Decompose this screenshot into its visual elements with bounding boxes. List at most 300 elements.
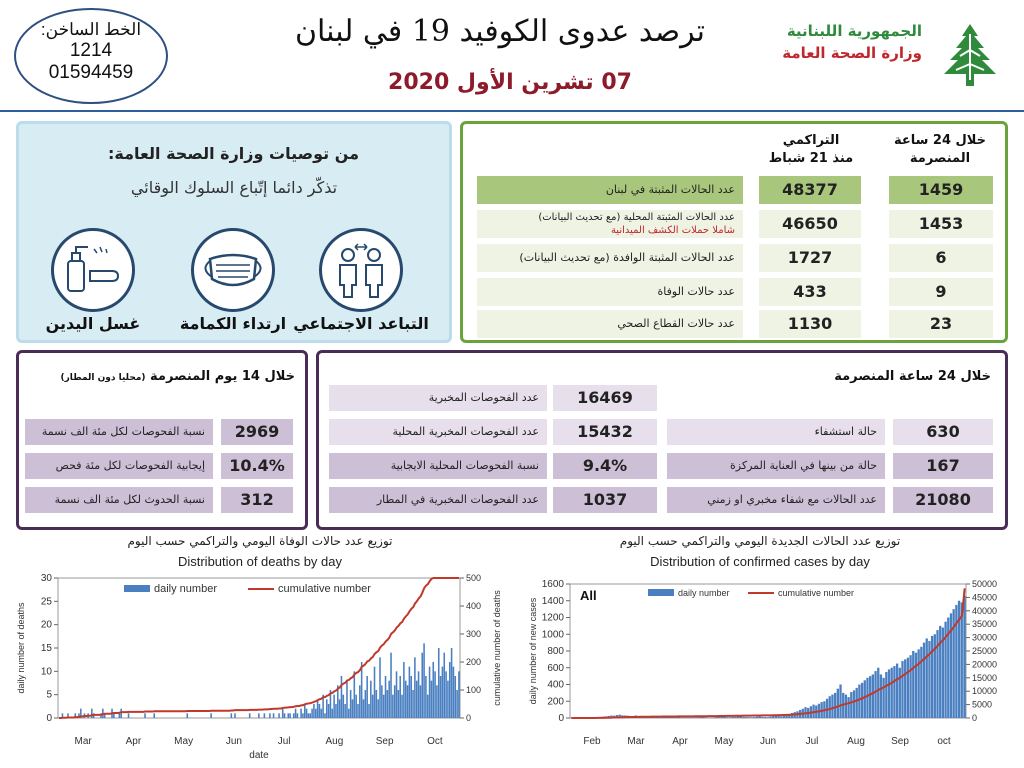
daily-bar xyxy=(311,709,313,718)
daily-bar xyxy=(963,596,965,718)
stats-row-label: عدد الحالات المثبتة الوافدة (مع تحديث البيانات) xyxy=(477,244,743,272)
care-row-label: حالة استشفاء xyxy=(667,419,885,445)
daily-bar xyxy=(425,676,427,718)
daily-bar xyxy=(409,667,411,718)
x-month-label: May xyxy=(174,736,194,747)
col-header-cumulative-line2: منذ 21 شباط xyxy=(768,151,854,166)
stats-row-cumulative: 1727 xyxy=(759,244,861,272)
x-month-label: Jun xyxy=(759,736,777,747)
daily-bar xyxy=(308,713,310,718)
daily-bar xyxy=(403,662,405,718)
daily-bar xyxy=(341,676,343,718)
daily-bar xyxy=(295,709,297,718)
daily-bar xyxy=(759,716,761,718)
y2-tick-label: 200 xyxy=(466,657,482,667)
daily-bar xyxy=(861,683,863,718)
daily-bar xyxy=(440,676,442,718)
panel-14-row-value: 2969 xyxy=(221,419,293,445)
daily-bar xyxy=(438,648,440,718)
daily-bar xyxy=(407,685,409,718)
daily-bar xyxy=(729,717,731,718)
y-tick-label: 25 xyxy=(40,596,52,608)
daily-bar xyxy=(210,713,212,718)
daily-bar xyxy=(427,695,429,718)
daily-bar xyxy=(453,667,455,718)
cases-chart xyxy=(512,570,1024,768)
hotline-badge xyxy=(14,8,168,104)
care-row-label: حالة من بينها في العناية المركزة xyxy=(667,453,885,479)
daily-bar xyxy=(732,717,734,718)
stats-row-24h: 9 xyxy=(889,278,993,306)
daily-bar xyxy=(667,718,669,719)
daily-bar xyxy=(834,693,836,718)
y2-tick-label: 100 xyxy=(466,685,482,695)
daily-bar xyxy=(365,690,367,718)
daily-bar xyxy=(769,717,771,718)
y2-tick-label: 10000 xyxy=(972,686,998,697)
daily-bar xyxy=(777,716,779,718)
daily-bar xyxy=(853,690,855,718)
daily-bar xyxy=(396,671,398,718)
x-month-label: Oct xyxy=(427,736,443,747)
daily-bar xyxy=(831,695,833,718)
daily-bar xyxy=(748,717,750,718)
daily-bar xyxy=(368,704,370,718)
daily-bar xyxy=(839,685,841,719)
daily-bar xyxy=(388,681,390,718)
x-month-label: Jul xyxy=(277,736,291,747)
daily-bar xyxy=(324,713,326,718)
republic-line: الجمهورية اللبنانية xyxy=(786,22,922,40)
stats-row-cumulative: 433 xyxy=(759,278,861,306)
reco-label-handwash: غسل اليدين xyxy=(45,314,141,333)
x-month-label: Feb xyxy=(583,736,601,747)
daily-bar xyxy=(119,713,121,718)
y-axis-label: daily number of new cases xyxy=(528,597,538,705)
y-tick-label: 20 xyxy=(40,619,52,631)
y-tick-label: 400 xyxy=(547,679,564,691)
daily-bar xyxy=(385,676,387,718)
test-row-value: 1037 xyxy=(553,487,657,513)
daily-bar xyxy=(920,647,922,718)
deaths-chart-title-ar: توزيع عدد حالات الوفاة اليومي والتراكمي حسب اليوم xyxy=(127,534,393,548)
daily-bar xyxy=(313,704,315,718)
daily-bar xyxy=(91,709,93,718)
daily-bar xyxy=(761,717,763,718)
stats-row-label: عدد حالات القطاع الصحي xyxy=(477,310,743,338)
y2-tick-label: 25000 xyxy=(972,646,998,656)
y2-axis-label: cumulative number of deaths xyxy=(492,590,502,706)
daily-bar xyxy=(694,717,696,718)
x-month-label: Apr xyxy=(672,736,688,747)
daily-bar xyxy=(434,671,436,718)
daily-bar xyxy=(904,659,906,718)
stats-row-label: عدد الحالات المثبتة في لبنان xyxy=(477,176,743,204)
daily-bar xyxy=(423,643,425,718)
hotline-label: الخط الساخن: xyxy=(40,20,142,39)
daily-bar xyxy=(414,657,416,718)
daily-bar xyxy=(888,669,890,718)
daily-bar xyxy=(882,678,884,718)
daily-bar xyxy=(420,685,422,718)
daily-bar xyxy=(333,695,335,718)
stats-row-24h: 6 xyxy=(889,244,993,272)
daily-bar xyxy=(680,717,682,718)
stats-panel xyxy=(460,121,1008,343)
daily-bar xyxy=(354,671,356,718)
daily-bar xyxy=(315,709,317,718)
stats-row xyxy=(477,278,997,306)
daily-bar xyxy=(880,674,882,718)
y2-tick-label: 30000 xyxy=(972,632,998,643)
legend-label-cumulative: cumulative number xyxy=(778,588,855,598)
daily-bar xyxy=(429,667,431,718)
daily-bar xyxy=(381,685,383,718)
col-header-cumulative xyxy=(759,132,863,168)
daily-bar xyxy=(374,667,376,718)
daily-bar xyxy=(826,699,828,718)
y-tick-label: 800 xyxy=(547,646,564,657)
y-tick-label: 1000 xyxy=(541,629,564,641)
care-row-value: 21080 xyxy=(893,487,993,513)
daily-bar xyxy=(734,717,736,718)
daily-bar xyxy=(344,704,346,718)
daily-bar xyxy=(309,713,311,718)
daily-bar xyxy=(339,699,341,718)
daily-bar xyxy=(931,636,933,718)
y2-tick-label: 5000 xyxy=(972,699,993,710)
x-month-label: Jun xyxy=(225,736,242,747)
daily-bar xyxy=(432,662,434,718)
daily-bar xyxy=(926,638,928,718)
daily-bar xyxy=(742,717,744,718)
care-row-value: 630 xyxy=(893,419,993,445)
daily-bar xyxy=(915,653,917,718)
daily-bar xyxy=(753,717,755,718)
col-header-24h: خلال 24 ساعة المنصرمة xyxy=(893,133,987,166)
x-month-label: May xyxy=(714,736,734,747)
daily-bar xyxy=(332,709,334,718)
stats-row xyxy=(477,310,997,338)
cases-chart-title: Distribution of confirmed cases by day xyxy=(650,554,870,569)
test-row-label: عدد الفحوصات المخبرية المحلية xyxy=(329,419,547,445)
col-header-cumulative-line1: التراكمي xyxy=(782,133,840,148)
daily-bar xyxy=(961,602,963,718)
recommendations-panel xyxy=(16,121,452,343)
stats-row xyxy=(477,176,997,204)
x-month-label: Sep xyxy=(375,736,394,747)
page-title: ترصد عدوى الكوفيد 19 في لبنان xyxy=(294,14,706,49)
x-month-label: Mar xyxy=(74,736,92,747)
daily-bar xyxy=(284,713,286,718)
y-tick-label: 1200 xyxy=(541,612,564,624)
daily-bar xyxy=(273,713,275,718)
stats-row-24h: 1459 xyxy=(889,176,993,204)
daily-bar xyxy=(939,626,941,718)
daily-bar xyxy=(858,685,860,719)
test-row-value: 9.4% xyxy=(553,453,657,479)
daily-bar xyxy=(343,695,345,718)
daily-bar xyxy=(416,681,418,718)
test-row-value: 16469 xyxy=(553,385,657,411)
daily-bar xyxy=(764,717,766,718)
panel-14-title: خلال 14 يوم المنصرمة (محليا دون المطار) xyxy=(60,369,295,384)
y-tick-label: 30 xyxy=(40,573,52,584)
legend-swatch-daily xyxy=(648,589,674,596)
daily-bar xyxy=(264,713,266,718)
daily-bar xyxy=(936,630,938,718)
y-tick-label: 0 xyxy=(558,713,564,724)
daily-bar xyxy=(370,681,372,718)
daily-bar xyxy=(249,713,251,718)
y-tick-label: 15 xyxy=(40,643,52,654)
daily-bar xyxy=(866,678,868,718)
x-month-label: oct xyxy=(937,736,951,747)
daily-bar xyxy=(326,699,328,718)
daily-bar xyxy=(306,709,308,718)
daily-bar xyxy=(412,690,414,718)
daily-bar xyxy=(346,681,348,718)
y-tick-label: 10 xyxy=(40,666,52,678)
daily-bar xyxy=(864,680,866,718)
hotline-number-2: 01594459 xyxy=(48,62,134,83)
daily-bar xyxy=(772,716,774,718)
deaths-chart xyxy=(0,570,510,768)
stats-row-cumulative: 46650 xyxy=(759,210,861,238)
daily-bar xyxy=(850,692,852,718)
x-month-label: Aug xyxy=(847,736,865,747)
daily-bar xyxy=(153,713,155,718)
daily-bar xyxy=(893,666,895,718)
daily-bar xyxy=(691,718,693,719)
daily-bar xyxy=(683,718,685,719)
daily-bar xyxy=(877,668,879,718)
y-axis-label: daily number of deaths xyxy=(16,602,26,694)
daily-bar xyxy=(837,689,839,718)
y2-tick-label: 0 xyxy=(972,713,978,723)
y2-tick-label: 40000 xyxy=(972,605,998,616)
panel-14-row-label: إيجابية الفحوصات لكل مئة فحص xyxy=(25,453,213,479)
ministry-line: وزارة الصحة العامة xyxy=(782,44,922,62)
x-month-label: Jul xyxy=(805,736,819,747)
y2-tick-label: 400 xyxy=(466,601,482,611)
daily-bar xyxy=(377,699,379,718)
header-divider xyxy=(0,110,1024,112)
stats-row-label: عدد الحالات المثبتة المحلية (مع تحديث البيانات) شاملا حملات الكشف الميدانية xyxy=(477,210,743,238)
daily-bar xyxy=(394,685,396,718)
care-row-label: عدد الحالات مع شفاء مخبري او زمني xyxy=(667,487,885,513)
daily-bar xyxy=(297,713,299,718)
daily-bar xyxy=(449,662,451,718)
daily-bar xyxy=(410,676,412,718)
panel-24-hours xyxy=(316,350,1008,530)
daily-bar xyxy=(705,717,707,718)
reco-label-distancing: التباعد الاجتماعي xyxy=(293,314,429,333)
test-row-value: 15432 xyxy=(553,419,657,445)
legend-label-daily: daily number xyxy=(678,588,730,598)
hand-washing-icon xyxy=(51,228,135,312)
panel-14-days xyxy=(16,350,308,530)
cedar-logo-icon xyxy=(934,20,1006,92)
daily-bar xyxy=(907,658,909,718)
daily-bar xyxy=(456,690,458,718)
daily-bar xyxy=(418,671,420,718)
daily-bar xyxy=(756,717,758,718)
test-row-label: عدد الفحوصات المخبرية في المطار xyxy=(329,487,547,513)
daily-bar xyxy=(896,664,898,718)
daily-bar xyxy=(726,717,728,718)
y-tick-label: 1600 xyxy=(541,579,564,590)
y2-tick-label: 35000 xyxy=(972,619,998,630)
daily-bar xyxy=(379,657,381,718)
daily-bar xyxy=(304,704,306,718)
daily-bar xyxy=(767,717,769,718)
daily-bar xyxy=(891,668,893,718)
cases-chart-title-ar: توزيع عدد الحالات الجديدة اليومي والتراكمي حسب اليوم xyxy=(619,534,901,548)
daily-bar xyxy=(376,690,378,718)
recommendations-subtitle: تذكّر دائما إتّباع السلوك الوقائي xyxy=(130,178,338,197)
daily-bar xyxy=(454,676,456,718)
panel-label: All xyxy=(580,588,597,603)
daily-bar xyxy=(847,697,849,718)
daily-bar xyxy=(392,695,394,718)
daily-bar xyxy=(421,653,423,718)
daily-bar xyxy=(335,704,337,718)
recommendations-title: من توصيات وزارة الصحة العامة: xyxy=(107,144,359,163)
daily-bar xyxy=(128,713,130,718)
daily-bar xyxy=(829,696,831,718)
daily-bar xyxy=(366,676,368,718)
daily-bar xyxy=(909,655,911,718)
y2-tick-label: 50000 xyxy=(972,579,998,589)
daily-bar xyxy=(431,681,433,718)
stats-row-24h: 1453 xyxy=(889,210,993,238)
daily-bar xyxy=(186,713,188,718)
x-month-label: Mar xyxy=(627,736,645,747)
daily-bar xyxy=(282,709,284,718)
daily-bar xyxy=(355,695,357,718)
daily-bar xyxy=(363,699,365,718)
y2-tick-label: 500 xyxy=(466,573,482,583)
stats-row-cumulative: 1130 xyxy=(759,310,861,338)
legend-swatch-daily xyxy=(124,585,150,592)
daily-bar xyxy=(289,713,291,718)
daily-bar xyxy=(398,690,400,718)
daily-bar xyxy=(383,695,385,718)
stats-row xyxy=(477,210,997,238)
daily-bar xyxy=(874,671,876,718)
daily-bar xyxy=(923,643,925,718)
daily-bar xyxy=(302,713,304,718)
daily-bar xyxy=(372,695,374,718)
daily-bar xyxy=(231,713,233,718)
plot-area xyxy=(570,584,966,718)
daily-bar xyxy=(713,717,715,718)
daily-bar xyxy=(707,718,709,719)
daily-bar xyxy=(856,688,858,718)
daily-bar xyxy=(359,685,361,718)
daily-bar xyxy=(361,662,363,718)
panel-24-title: خلال 24 ساعة المنصرمة xyxy=(834,369,991,384)
daily-bar xyxy=(901,661,903,718)
daily-bar xyxy=(328,704,330,718)
test-row-label: عدد الفحوصات المخبرية xyxy=(329,385,547,411)
daily-bar xyxy=(234,713,236,718)
daily-bar xyxy=(869,676,871,718)
face-mask-icon xyxy=(191,228,275,312)
daily-bar xyxy=(387,690,389,718)
daily-bar xyxy=(447,681,449,718)
y-tick-label: 5 xyxy=(46,689,52,701)
stats-row-24h: 23 xyxy=(889,310,993,338)
stats-row-label: عدد حالات الوفاة xyxy=(477,278,743,306)
x-month-label: Apr xyxy=(125,736,142,747)
daily-bar xyxy=(405,681,407,718)
care-row-value: 167 xyxy=(893,453,993,479)
daily-bar xyxy=(885,672,887,718)
daily-bar xyxy=(451,648,453,718)
deaths-chart-title: Distribution of deaths by day xyxy=(177,554,343,569)
y-tick-label: 600 xyxy=(547,662,564,674)
hotline-number-1: 1214 xyxy=(69,40,113,61)
reco-label-mask: ارتداء الكمامة xyxy=(179,314,287,333)
daily-bar xyxy=(750,717,752,718)
daily-bar xyxy=(724,717,726,718)
daily-bar xyxy=(357,704,359,718)
daily-bar xyxy=(458,671,460,718)
y-tick-label: 0 xyxy=(46,713,52,724)
daily-bar xyxy=(442,667,444,718)
legend-label-cumulative: cumulative number xyxy=(278,583,371,595)
x-month-label: Aug xyxy=(325,736,344,747)
daily-bar xyxy=(348,709,350,718)
daily-bar xyxy=(300,709,302,718)
y2-tick-label: 20000 xyxy=(972,659,998,670)
daily-bar xyxy=(918,649,920,718)
daily-bar xyxy=(445,671,447,718)
daily-bar xyxy=(443,653,445,718)
ministry-name xyxy=(752,22,922,62)
panel-14-row-label: نسبة الحدوث لكل مئة الف نسمة xyxy=(25,487,213,513)
daily-bar xyxy=(780,716,782,718)
legend-label-daily: daily number xyxy=(154,583,217,595)
daily-bar xyxy=(401,695,403,718)
social-distancing-icon xyxy=(319,228,403,312)
daily-bar xyxy=(287,713,289,718)
daily-bar xyxy=(912,651,914,718)
daily-bar xyxy=(319,704,321,718)
daily-bar xyxy=(872,674,874,718)
daily-bar xyxy=(350,690,352,718)
panel-14-row-value: 10.4% xyxy=(221,453,293,479)
y-tick-label: 200 xyxy=(547,696,564,708)
y2-tick-label: 300 xyxy=(466,629,482,639)
y2-tick-label: 45000 xyxy=(972,592,998,603)
daily-bar xyxy=(352,699,354,718)
y2-tick-label: 0 xyxy=(466,713,472,723)
daily-bar xyxy=(258,713,260,718)
daily-bar xyxy=(399,676,401,718)
daily-bar xyxy=(899,668,901,718)
daily-bar xyxy=(320,709,322,718)
x-month-label: Sep xyxy=(891,736,909,747)
daily-bar xyxy=(269,713,271,718)
panel-14-row-value: 312 xyxy=(221,487,293,513)
stats-row xyxy=(477,244,997,272)
report-date: 07 تشرين الأول 2020 xyxy=(388,70,632,95)
daily-bar xyxy=(745,717,747,718)
y-tick-label: 1400 xyxy=(541,595,564,607)
